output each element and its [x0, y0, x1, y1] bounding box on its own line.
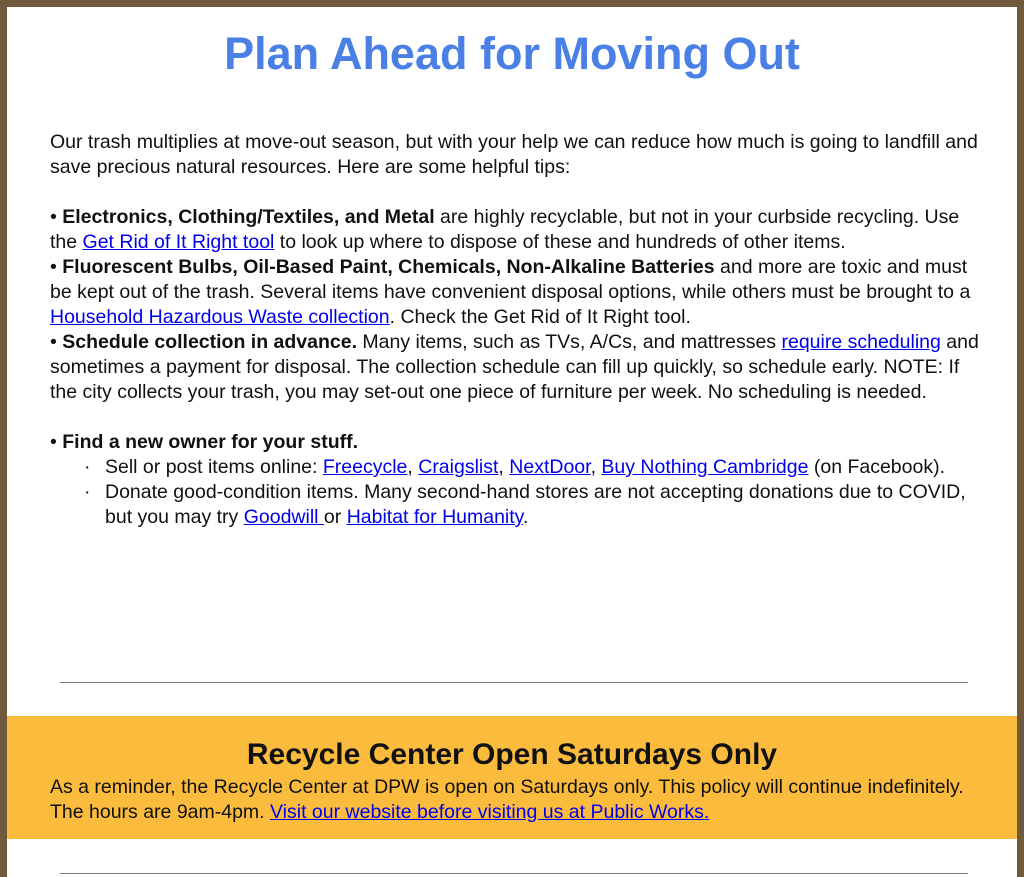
bullet: • [50, 256, 57, 278]
tip-schedule-text: Many items, such as TVs, A/Cs, and mattresses [357, 331, 782, 353]
tip-new-owner-heading: Find a new owner for your stuff. [62, 431, 359, 453]
recycle-center-banner [7, 716, 1017, 839]
sell-online-text-end: (on Facebook). [808, 456, 946, 478]
freecycle-link[interactable]: Freecycle [322, 456, 408, 478]
household-hazardous-waste-link[interactable]: Household Hazardous Waste collection [50, 306, 390, 328]
separator: , [498, 456, 510, 478]
intro-paragraph: Our trash multiplies at move-out season, but with your help we can reduce how much is going to landfill and save precious natural resources. Here are some helpful tips: [50, 131, 978, 178]
tip-hazardous [50, 255, 980, 330]
require-scheduling-link[interactable]: require scheduling [781, 331, 941, 353]
divider [60, 682, 968, 683]
tip-electronics [50, 205, 980, 255]
sub-item-sell-online [50, 455, 980, 480]
tip-hazardous-text: and more are toxic and must be kept out of the trash. Several items have convenient disposal options, while others must be brought to a [50, 256, 971, 303]
spacer [50, 180, 980, 205]
tip-electronics-text: are highly recyclable, but not in your curbside recycling. Use the [50, 206, 960, 253]
tip-schedule [50, 330, 980, 405]
tip-new-owner [50, 430, 980, 455]
sub-item-donate [50, 480, 980, 530]
buy-nothing-cambridge-link[interactable]: Buy Nothing Cambridge [601, 456, 809, 478]
banner-body: As a reminder, the Recycle Center at DPW is open on Saturdays only. This policy will continue indefinitely. The hours are 9am-4pm. [50, 776, 964, 823]
tip-schedule-heading: Schedule collection in advance. [62, 331, 358, 353]
goodwill-link[interactable]: Goodwill [243, 506, 324, 528]
tip-electronics-heading: Electronics, Clothing/Textiles, and Metal [62, 206, 435, 228]
banner-text [50, 775, 990, 825]
tip-hazardous-text-end: . Check the Get Rid of It Right tool. [389, 306, 691, 328]
sub-bullet: · [84, 456, 91, 478]
tip-hazardous-heading: Fluorescent Bulbs, Oil-Based Paint, Chemicals, Non-Alkaline Batteries [62, 256, 715, 278]
craigslist-link[interactable]: Craigslist [418, 456, 499, 478]
spacer [50, 405, 980, 430]
sub-bullet: · [84, 481, 91, 503]
bullet: • [50, 331, 57, 353]
tip-electronics-text-end: to look up where to dispose of these and hundreds of other items. [274, 231, 846, 253]
tip-schedule-text-end: and sometimes a payment for disposal. The collection schedule can fill up quickly, so schedule early. NOTE: If the city collects your trash, you may set-out one piece of furniture per week. No scheduling is needed. [50, 331, 979, 403]
article-body [50, 130, 980, 530]
donate-text-mid: or [323, 506, 347, 528]
banner-title: Recycle Center Open Saturdays Only [246, 738, 778, 771]
bullet: • [50, 431, 57, 453]
sell-online-text: Sell or post items online: [105, 456, 323, 478]
donate-text: Donate good-condition items. Many second-hand stores are not accepting donations due to COVID, but you may try [105, 481, 966, 528]
donate-text-end: . [522, 506, 529, 528]
habitat-for-humanity-link[interactable]: Habitat for Humanity [346, 506, 523, 528]
get-rid-of-it-right-link[interactable]: Get Rid of It Right tool [82, 231, 275, 253]
bullet: • [50, 206, 57, 228]
separator: , [590, 456, 602, 478]
nextdoor-link[interactable]: NextDoor [509, 456, 591, 478]
divider [60, 873, 968, 874]
separator: , [407, 456, 419, 478]
visit-website-link[interactable]: Visit our website before visiting us at Public Works. [270, 801, 710, 823]
page-title: Plan Ahead for Moving Out [224, 28, 800, 79]
